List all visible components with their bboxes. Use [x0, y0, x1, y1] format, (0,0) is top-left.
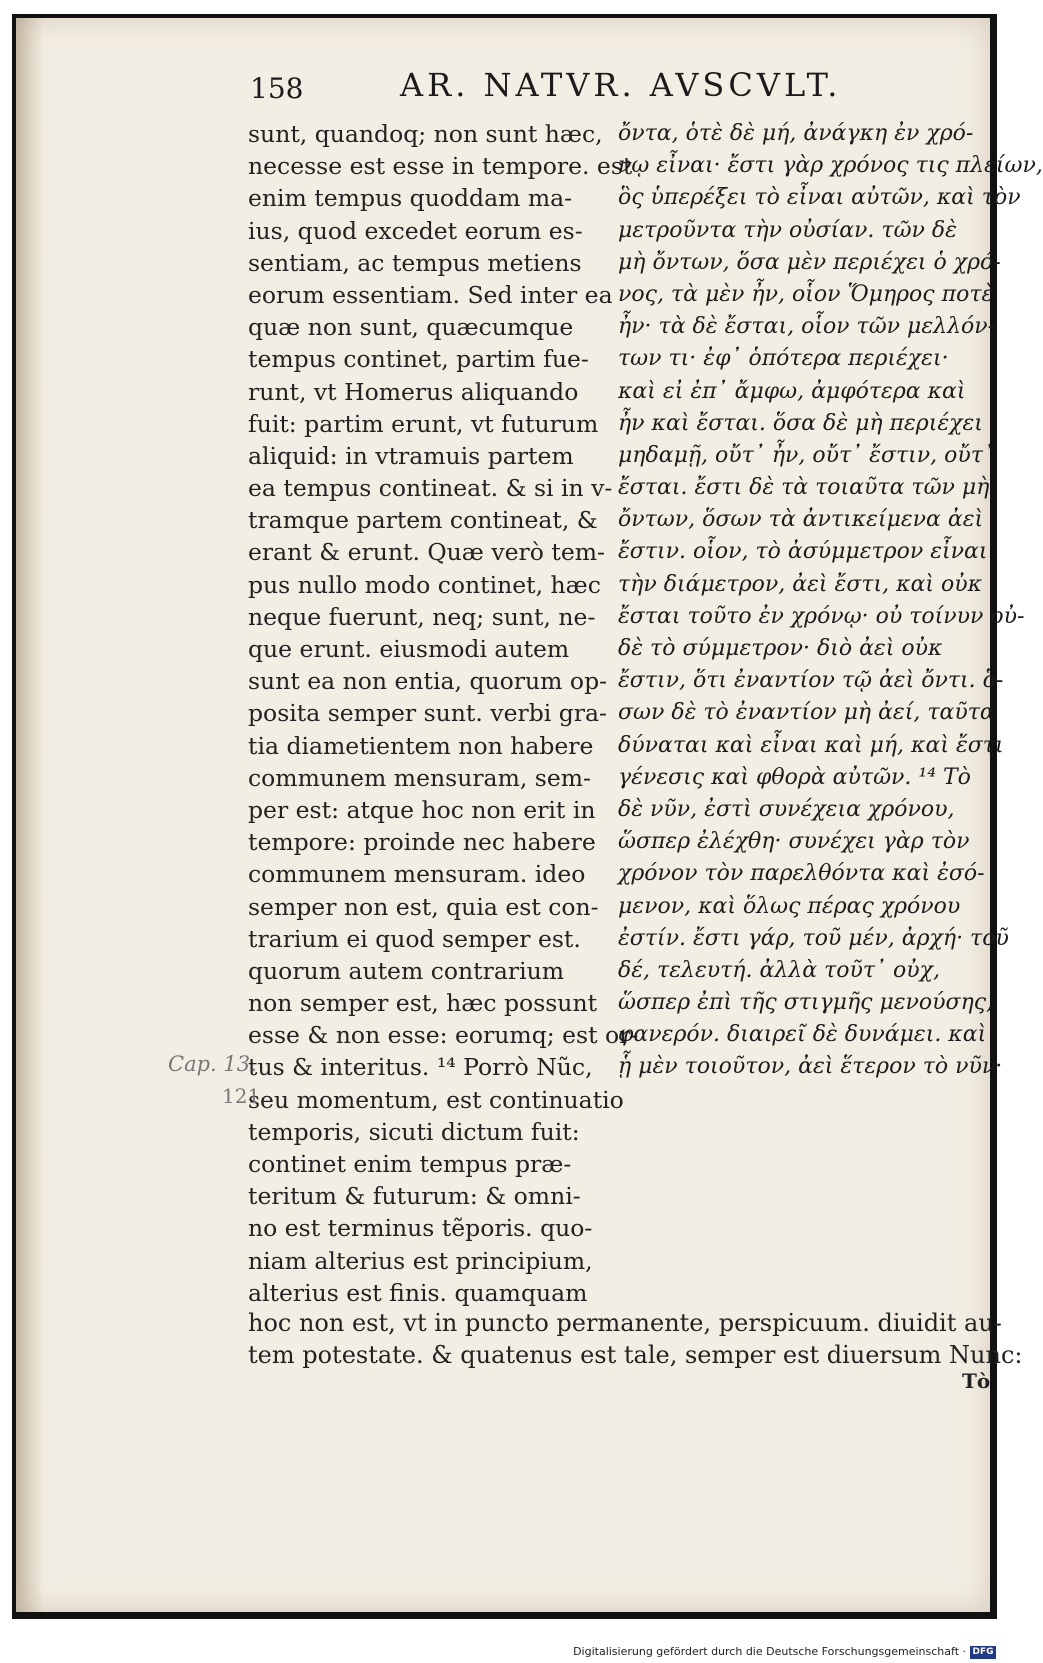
- latin-text-line: trarium ei quod semper est.: [248, 924, 581, 953]
- greek-text-line: μετροῦντα τὴν οὐσίαν. τῶν δὲ: [618, 217, 957, 243]
- latin-text-line: continet enim tempus præ-: [248, 1150, 572, 1178]
- greek-text-line: των τι· ἐφ᾽ ὁπότερα περιέχει·: [618, 346, 949, 372]
- greek-text-line: ἔσται τοῦτο ἐν χρόνῳ· οὐ τοίνυν οὐ-: [618, 603, 1025, 629]
- greek-text-line: ᾗ μὲν τοιοῦτον, ἀεὶ ἕτερον τὸ νῦν·: [618, 1054, 1003, 1080]
- running-head: AR. NATVR. AVSCVLT.: [400, 66, 842, 104]
- greek-text-line: γένεσις καὶ φθορὰ αὐτῶν. ¹⁴ Τὸ: [618, 764, 971, 790]
- latin-text-line: enim tempus quoddam ma-: [248, 184, 573, 213]
- latin-text-line: quorum autem contrarium: [248, 956, 564, 985]
- greek-text-line: καὶ εἰ ἐπ᾽ ἄμφω, ἀμφότερα καὶ: [618, 378, 966, 404]
- latin-text-line: tem potestate. & quatenus est tale, semper est diuersum Nunc:: [248, 1341, 1023, 1370]
- page-header: [0, 60, 1000, 110]
- latin-text-line: tempus continet, partim fue-: [248, 345, 589, 374]
- full-width-latin-text: [248, 1307, 1023, 1371]
- latin-text-line: temporis, sicuti dictum fuit:: [248, 1117, 580, 1146]
- page-number: 158: [250, 72, 304, 105]
- latin-text-line: semper non est, quia est con-: [248, 892, 599, 921]
- latin-text-line: no est terminus tẽporis. quo-: [248, 1214, 593, 1243]
- latin-text-line: niam alterius est principium,: [248, 1246, 593, 1275]
- greek-text-line: ἐστίν. ἔστι γάρ, τοῦ μέν, ἀρχή· τοῦ: [618, 925, 1009, 951]
- greek-text-line: ἦν καὶ ἔσται. ὅσα δὲ μὴ περιέχει: [618, 410, 983, 436]
- greek-text-line: ὄντα, ὁτὲ δὲ μή, ἀνάγκη ἐν χρό-: [618, 121, 974, 146]
- latin-text-line: communem mensuram. ideo: [248, 860, 586, 889]
- dfg-logo-icon: DFG: [970, 1646, 996, 1659]
- latin-text-line: esse & non esse: eorumq; est or-: [248, 1021, 639, 1050]
- latin-text-line: quæ non sunt, quæcumque: [248, 313, 574, 342]
- latin-text-line: communem mensuram, sem-: [248, 763, 591, 792]
- greek-text-line: νος, τὰ μὲν ἦν, οἷον Ὅμηρος ποτὲ: [618, 281, 994, 307]
- footer-credit: Digitalisierung gefördert durch die Deutsche Forschungsgemeinschaft ·: [573, 1645, 966, 1658]
- latin-text-line: tus & interitus. ¹⁴ Porrò Nũc,: [248, 1053, 593, 1082]
- latin-text-line: sentiam, ac tempus metiens: [248, 248, 582, 277]
- greek-text-line: νῳ εἶναι· ἔστι γὰρ χρόνος τις πλείων,: [618, 153, 1043, 179]
- latin-text-line: neque fuerunt, neq; sunt, ne-: [248, 602, 596, 631]
- latin-text-line: hoc non est, vt in puncto permanente, perspicuum. diuidit au-: [248, 1309, 1002, 1337]
- greek-text-line: ὥσπερ ἐλέχθη· συνέχει γὰρ τὸν: [618, 829, 970, 855]
- latin-column: [248, 118, 639, 1309]
- latin-text-line: tramque partem contineat, &: [248, 506, 598, 535]
- greek-text-line: δὲ τὸ σύμμετρον· διὸ ἀεὶ οὐκ: [618, 636, 943, 661]
- greek-text-line: ὄντων, ὅσων τὰ ἀντικείμενα ἀεὶ: [618, 507, 984, 533]
- margin-chapter-note: Cap. 13.: [168, 1052, 257, 1076]
- greek-text-line: σων δὲ τὸ ἐναντίον μὴ ἀεί, ταῦτα: [618, 700, 995, 726]
- greek-text-line: ἔστιν, ὅτι ἐναντίον τῷ ἀεὶ ὄντι. ὅ-: [618, 668, 1004, 694]
- greek-text-line: ὥσπερ ἐπὶ τῆς στιγμῆς μενούσης,: [618, 990, 994, 1016]
- latin-text-line: aliquid: in vtramuis partem: [248, 441, 574, 470]
- latin-text-line: fuit: partim erunt, vt futurum: [248, 409, 599, 438]
- greek-column: [618, 118, 1043, 1084]
- catchword: Τὸ: [962, 1369, 991, 1393]
- greek-text-line: τὴν διάμετρον, ἀεὶ ἔστι, καὶ οὐκ: [618, 571, 983, 597]
- latin-text-line: ius, quod excedet eorum es-: [248, 216, 583, 245]
- latin-text-line: runt, vt Homerus aliquando: [248, 377, 579, 406]
- greek-text-line: μηδαμῇ, οὔτ᾽ ἦν, οὔτ᾽ ἔστιν, οὔτ᾽: [618, 442, 994, 468]
- latin-text-line: non semper est, hæc possunt: [248, 989, 598, 1018]
- margin-line-number: 121: [222, 1084, 261, 1108]
- latin-text-line: tempore: proinde nec habere: [248, 828, 596, 857]
- latin-text-line: sunt ea non entia, quorum op-: [248, 667, 608, 696]
- greek-text-line: ἔσται. ἔστι δὲ τὰ τοιαῦτα τῶν μὴ: [618, 475, 990, 501]
- greek-text-line: χρόνον τὸν παρελθόντα καὶ ἐσό-: [618, 861, 985, 887]
- greek-text-line: ἦν· τὰ δὲ ἔσται, οἷον τῶν μελλόν-: [618, 314, 996, 340]
- greek-text-line: μὴ ὄντων, ὅσα μὲν περιέχει ὁ χρό-: [618, 249, 1001, 275]
- greek-text-line: δὲ νῦν, ἐστὶ συνέχεια χρόνου,: [618, 796, 955, 822]
- greek-text-line: ὃς ὑπερέξει τὸ εἶναι αὐτῶν, καὶ τὸν: [618, 185, 1021, 211]
- latin-text-line: per est: atque hoc non erit in: [248, 795, 596, 824]
- latin-text-line: eorum essentiam. Sed inter ea: [248, 280, 613, 309]
- latin-text-line: sunt, quandoq; non sunt hæc,: [248, 120, 603, 148]
- greek-text-line: δέ, τελευτή. ἀλλὰ τοῦτ᾽ οὐχ,: [618, 957, 940, 983]
- page-gutter: [16, 18, 44, 1612]
- latin-text-line: tia diametientem non habere: [248, 731, 594, 760]
- latin-text-line: ea tempus contineat. & si in v-: [248, 474, 613, 503]
- latin-text-line: posita semper sunt. verbi gra-: [248, 699, 607, 728]
- latin-text-line: que erunt. eiusmodi autem: [248, 635, 570, 663]
- latin-text-line: necesse est esse in tempore. est: [248, 152, 633, 181]
- latin-text-line: pus nullo modo continet, hæc: [248, 570, 601, 599]
- latin-text-line: seu momentum, est continuatio: [248, 1085, 624, 1114]
- greek-text-line: δύναται καὶ εἶναι καὶ μή, καὶ ἔστι: [618, 732, 1004, 758]
- latin-text-line: alterius est finis. quamquam: [248, 1278, 588, 1307]
- greek-text-line: μενον, καὶ ὅλως πέρας χρόνου: [618, 893, 961, 919]
- digitization-footer: [0, 1645, 1000, 1663]
- latin-text-line: teritum & futurum: & omni-: [248, 1182, 581, 1211]
- latin-text-line: erant & erunt. Quæ verò tem-: [248, 538, 605, 567]
- greek-text-line: φανερόν. διαιρεῖ δὲ δυνάμει. καὶ: [618, 1022, 987, 1048]
- greek-text-line: ἔστιν. οἷον, τὸ ἀσύμμετρον εἶναι: [618, 539, 988, 565]
